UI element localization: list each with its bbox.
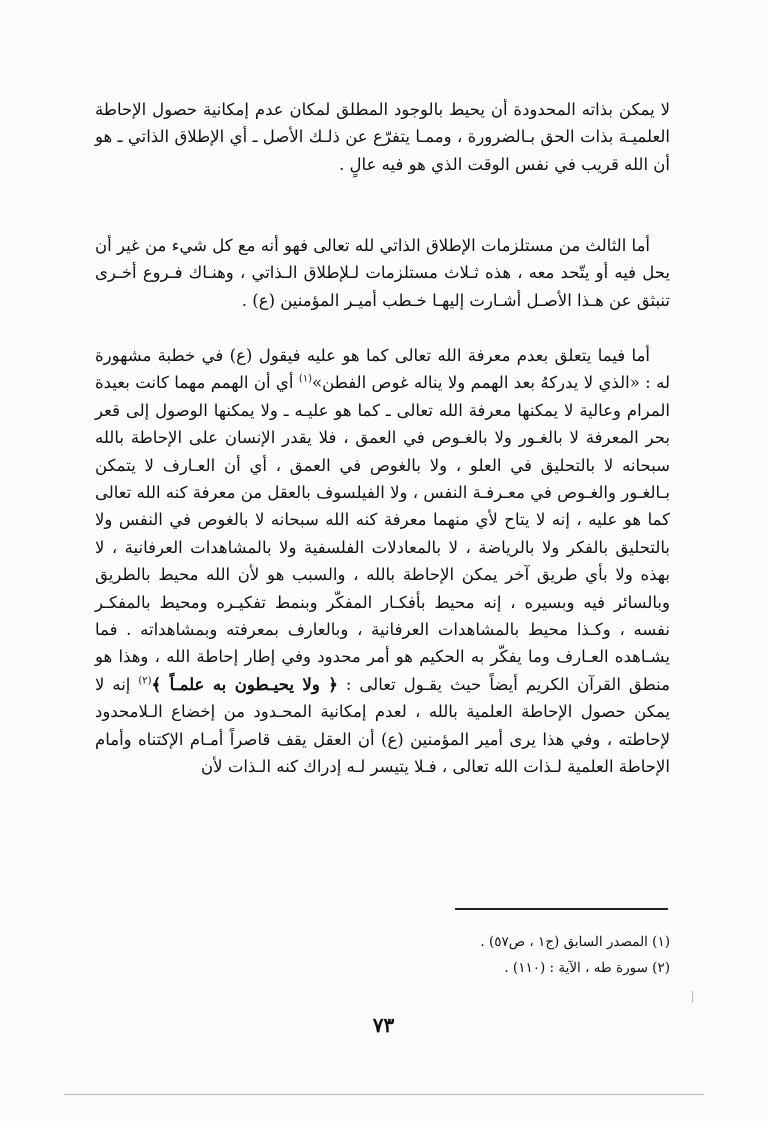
footnote-ref-2: (٢) (138, 675, 152, 687)
scan-mark (692, 991, 693, 1003)
footnote-1: (١) المصدر السابق (ج١ ، ص٥٧) . (480, 934, 670, 950)
footnote-separator (455, 908, 668, 910)
footnote-ref-1: (١) (298, 373, 312, 385)
paragraph-3-part-3: إنه لا يمكن حصول الإحاطة العلمية بالله ، لعدم إمكانية المحـدود من إخضاع الـلامحدود لإحاطته ، وفي هذا يرى أمير المؤمنين (ع) أن العقل يقف قاصراً أمـام الإكتناه وأمام الإحاطة العلمية لـذات الله تعالى ، فـلا يتيسر لـه إدراك كنه الـذات لأن (95, 674, 670, 777)
paragraph-2-text: أما الثالث من مستلزمات الإطلاق الذاتي لله تعالى فهو أنه مع كل شيء من غير أن يحل فيه أو يتّحد معه ، هذه ثـلاث مستلزمات لـلإطلاق الـذاتي ، وهنـاك فـروع أخـرى تنبثق عن هـذا الأصـل أشـارت إليهـا خـطب أميـر المؤمنين (ع) . (95, 236, 670, 310)
paragraph-3-text (95, 342, 670, 781)
quran-quote: ﴿ ولا يحيـطون به علمـاً ﴾ (151, 674, 338, 694)
paragraph-1 (95, 96, 670, 178)
paragraph-3 (95, 342, 670, 781)
paragraph-3-part-1: أما فيما يتعلق بعدم معرفة الله تعالى كما هو عليه فيقول (ع) في خطبة مشهورة له : «الذي لا يدركهُ بعد الهمم ولا يناله غوص الفطن» (95, 346, 671, 393)
paragraph-2 (95, 232, 670, 314)
paragraph-1-text: لا يمكن بذاته المحدودة أن يحيط بالوجود المطلق لمكان عدم إمكانية حصول الإحاطة العلميـة بذات الحق بـالضرورة ، وممـا يتفرّع عن ذلـك الأصل ـ أي الإطلاق الذاتي ـ هو أن الله قريب في نفس الوقت الذي هو فيه عالٍ . (95, 100, 670, 174)
scan-edge-line (64, 1094, 704, 1095)
footnotes (300, 929, 670, 981)
paragraph-3-part-2: أي أن الهمم مهما كانت بعيدة المرام وعالية لا يمكنها معرفة الله تعالى ـ كما هو عليـه ـ ولا يمكنها الوصول إلى قعر بحر المعرفة لا بالغـور ولا بالغـوص في العمق ، فلا يقدر الإنسان على الإحاطة بالله سبحانه لا بالتحليق في العلو ، ولا بالغوص في العمق ، أي أن العـارف لا يتمكن بـالغـور والغـوص في معـرفـة النفس ، ولا الفيلسوف بالعقل من معرفة كنه الله تعالى كما هو عليه ، إنه لا يتاح لأي منهما معرفة كنه الله سبحانه لا بالغوص في النفس ولا بالتحليق بالفكر ولا بالرياضة ، لا بالمعادلات الفلسفية ولا بالمشاهدات العرفانية ، لا بهذه ولا بأي طريق آخر يمكن الإحاطة بالله ، والسبب هو لأن الله محيط بالطريق وبالسائر فيه وبسيره ، إنه محيط بأفكـار المفكّر وبنمط تفكيـره ومحيط بالمفكـر نفسه ، وكـذا محيط بالمشاهدات العرفانية ، وبالعارف بمعرفته وبمشاهداته . فما يشـاهده العـارف وما يفكّر به الحكيم هو أمر محدود وفي إطار إحاطة الله ، وهذا هو منطق القرآن الكريم أيضاً حيث يقـول تعالى : (95, 373, 670, 694)
page-number: ٧٣ (372, 1013, 395, 1037)
footnote-2: (٢) سورة طه ، الآية : (١١٠) . (504, 960, 670, 976)
